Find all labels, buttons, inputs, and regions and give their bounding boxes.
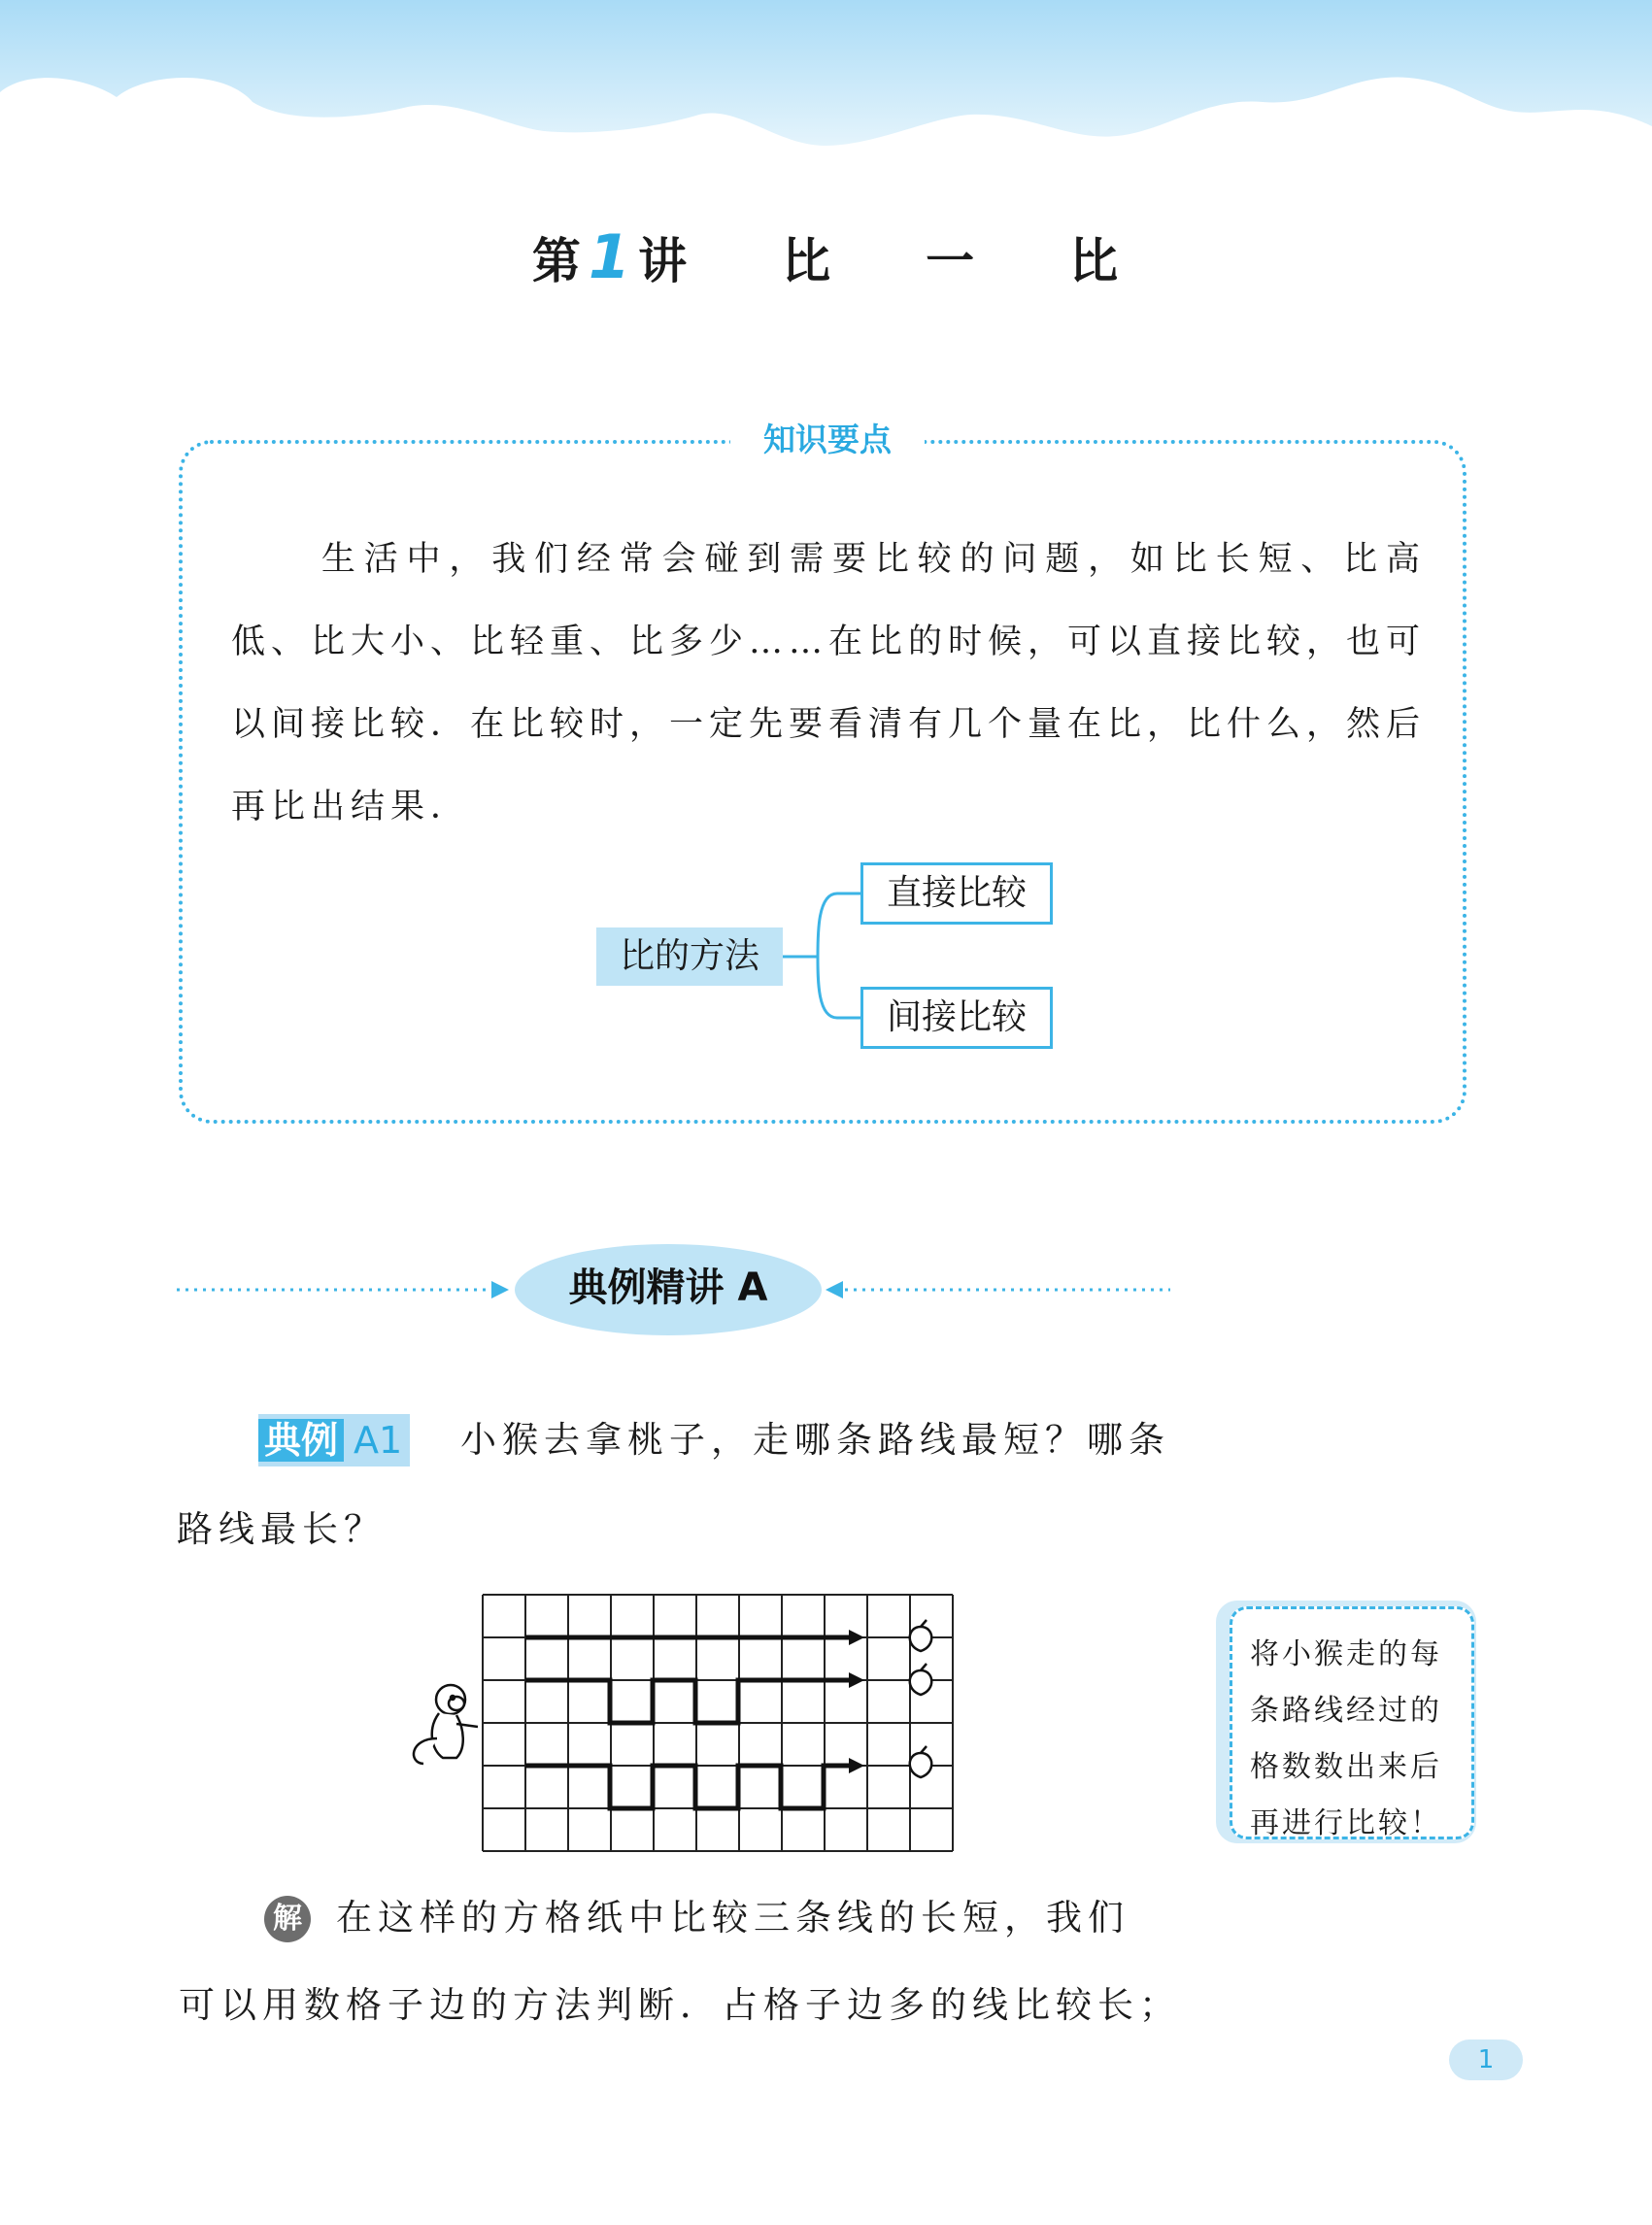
solution-line-2: 可以用数格子边的方法判断．占格子边多的线比较长； [179, 1984, 1181, 2026]
route-middle [525, 1680, 849, 1723]
question-line-2: 路线最长？ [177, 1508, 386, 1550]
example-badge [258, 1414, 410, 1466]
monkey-icon [414, 1685, 478, 1764]
title-prefix: 第 [531, 233, 583, 289]
mindmap-connector [777, 855, 874, 1068]
example-badge-label: 典例 [258, 1419, 344, 1462]
route-bottom [525, 1766, 849, 1808]
title-word-3: 比 [1069, 233, 1121, 289]
lesson-title [0, 221, 1652, 292]
knowledge-paragraph [231, 519, 1426, 849]
title-word-1: 比 [782, 233, 833, 289]
tip-line-1: 将小猴走的每 [1250, 1637, 1442, 1671]
route-arrowheads [849, 1630, 864, 1773]
tip-note [1230, 1606, 1474, 1839]
question-line-1: 小猴去拿桃子，走哪条路线最短？哪条 [460, 1419, 1170, 1461]
tip-line-4: 再进行比较！ [1250, 1806, 1442, 1840]
section-title: 典例精讲 A [568, 1265, 768, 1310]
mindmap-child-indirect: 间接比较 [860, 987, 1053, 1049]
title-word-2: 一 [926, 233, 977, 289]
title-number: 1 [588, 221, 633, 292]
sky-cloud-banner [0, 0, 1652, 185]
knowledge-heading: 知识要点 [730, 413, 925, 467]
solution-line-1: 在这样的方格纸中比较三条线的长短，我们 [336, 1897, 1129, 1938]
peach-icon [910, 1620, 932, 1777]
solution-icon: 解 [264, 1896, 311, 1942]
route-grid-figure [388, 1583, 971, 1865]
knowledge-paragraph-text: 生活中，我们经常会碰到需要比较的问题，如比长短、比高低、比大小、比轻重、比多少……在比的时候，可以直接比较，也可以间接比较．在比较时，一定先要看清有几个量在比，比什么，然后再比出结果． [231, 540, 1427, 826]
mindmap-root: 比的方法 [596, 927, 783, 986]
tip-line-2: 条路线经过的 [1250, 1694, 1442, 1728]
page-number: 1 [1449, 2040, 1523, 2080]
tip-line-3: 格数数出来后 [1250, 1750, 1442, 1784]
mindmap-child-direct: 直接比较 [860, 862, 1053, 925]
example-badge-id: A1 [354, 1419, 403, 1462]
title-suffix: 讲 [638, 233, 690, 289]
